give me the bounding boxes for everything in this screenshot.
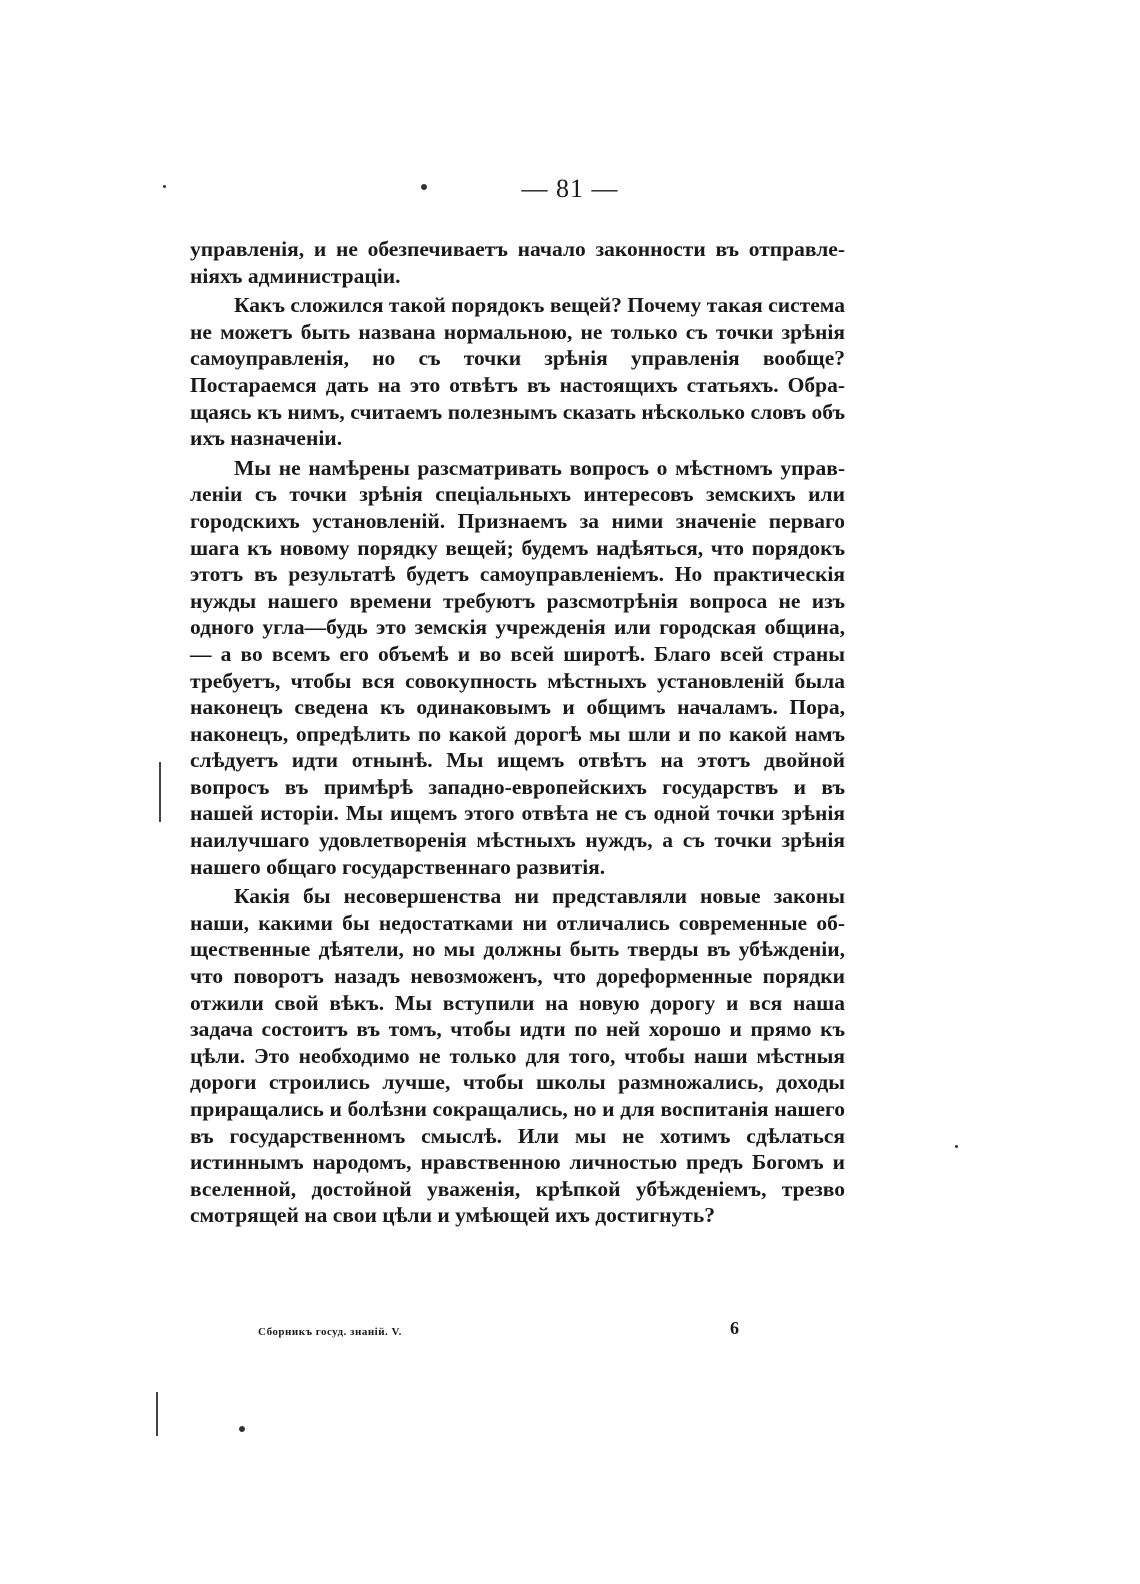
scan-edge-mark [156, 1392, 158, 1436]
scan-speck [421, 184, 427, 190]
page-number: — 81 — [521, 174, 619, 203]
body-text [190, 236, 845, 1229]
scan-edge-mark [159, 762, 161, 822]
scan-speck [955, 1145, 958, 1148]
scan-speck [163, 185, 166, 188]
footer-signature: Сборникъ госуд. знаній. V. [258, 1326, 402, 1338]
paragraph: Какъ сложился такой порядокъ вещей? Почему такая система не можетъ быть названа нормальною, не только съ точки зрѣнія самоуправленія, но съ точки зрѣнія управленія вообще? Постараемся дать на это отвѣтъ въ настоящихъ статьяхъ. Обращаясь къ нимъ, считаемъ полезнымъ сказать нѣсколько словъ объ ихъ назначеніи. [190, 293, 845, 451]
paragraph: Мы не намѣрены разсматривать вопросъ о мѣстномъ управленіи съ точки зрѣнія спеціальныхъ интересовъ земскихъ или городскихъ установленій. Признаемъ за ними значеніе перваго шага къ новому порядку вещей; будемъ надѣяться, что порядокъ этотъ въ результатѣ будетъ самоуправленіемъ. Но практическія нужды нашего времени требуютъ разсмотрѣнія вопроса не изъ одного угла—будь это земскія учрежденія или городская община, — а во всемъ его объемѣ и во всей широтѣ. Благо всей страны требуетъ, чтобы вся совокупность мѣстныхъ установленій была наконецъ сведена къ одинаковымъ и общимъ началамъ. Пора, наконецъ, опредѣлить по какой дорогѣ мы шли и по какой намъ слѣдуетъ идти отнынѣ. Мы ищемъ отвѣтъ на этотъ двойной вопросъ въ примѣрѣ западно-европейскихъ государствъ и въ нашей исторіи. Мы ищемъ этого отвѣта не съ одной точки зрѣнія наилучшаго удовлетворенія мѣстныхъ нуждъ, а съ точки зрѣнія нашего общаго государственнаго развитія. [190, 455, 845, 879]
scan-speck [239, 1426, 245, 1432]
paragraph: Какія бы несовершенства ни представляли новые законы наши, какими бы недостатками ни отличались современные общественные дѣятели, но мы должны быть тверды въ убѣжденіи, что поворотъ назадъ невозможенъ, что дореформенные порядки отжили свой вѣкъ. Мы вступили на новую дорогу и вся наша задача состоитъ въ томъ, чтобы идти по ней хорошо и прямо къ цѣли. Это необходимо не только для того, чтобы наши мѣстныя дороги строились лучше, чтобы школы размножались, доходы приращались и болѣзни сокращались, но и для воспитанія нашего въ государственномъ смыслѣ. Или мы не хотимъ сдѣлаться истиннымъ народомъ, нравственною личностью предъ Богомъ и вселенной, достойной уваженія, крѣпкой убѣжденіемъ, трезво смотрящей на свои цѣли и умѣющей ихъ достигнуть? [190, 884, 845, 1228]
footer-sheet-number: 6 [730, 1318, 739, 1338]
paragraph: управленія, и не обезпечиваетъ начало законности въ отправленіяхъ администраціи. [190, 237, 845, 288]
